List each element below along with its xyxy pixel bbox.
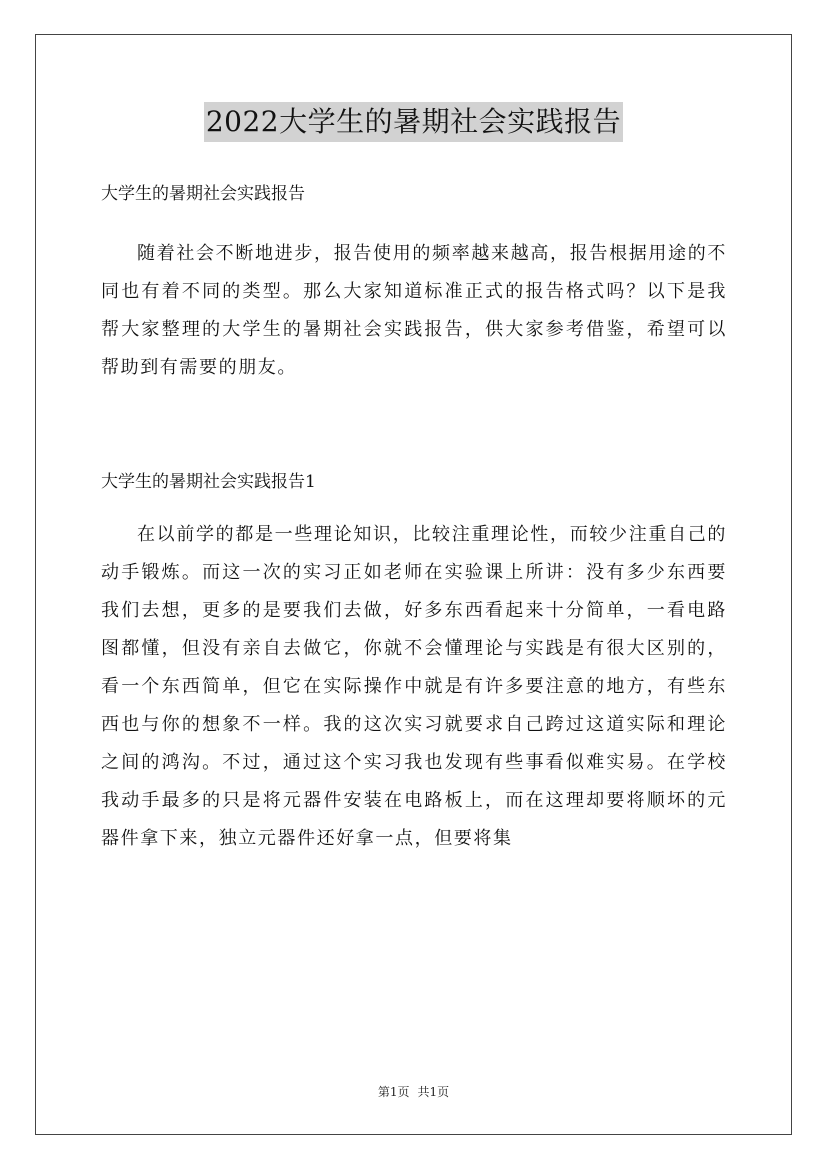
page-number: 第1页 bbox=[377, 1085, 410, 1099]
intro-heading: 大学生的暑期社会实践报告 bbox=[101, 184, 305, 204]
section1-paragraph: 在以前学的都是一些理论知识，比较注重理论性，而较少注重自己的动手锻炼。而这一次的实习正如老师在实验课上所讲：没有多少东西要我们去想，更多的是要我们去做，好多东西看起来十分简单，一看电路图都懂，但没有亲自去做它，你就不会懂理论与实践是有很大区别的，看一个东西简单，但它在实际操作中就是有许多要注意的地方，有些东西也与你的想象不一样。我的这次实习就要求自己跨过这道实际和理论之间的鸿沟。不过，通过这个实习我也发现有些事看似难实易。在学校我动手最多的只是将元器件安装在电路板上，而在这理却要将顺坏的元器件拿下来，独立元器件还好拿一点，但要将集 bbox=[101, 524, 727, 849]
total-pages: 共1页 bbox=[417, 1085, 450, 1099]
title-container bbox=[0, 102, 827, 142]
document-title: 2022大学生的暑期社会实践报告 bbox=[204, 102, 623, 142]
section1-heading: 大学生的暑期社会实践报告1 bbox=[101, 472, 316, 492]
document-body bbox=[101, 175, 727, 858]
page-footer bbox=[0, 1084, 827, 1100]
intro-paragraph: 随着社会不断地进步，报告使用的频率越来越高，报告根据用途的不同也有着不同的类型。那么大家知道标准正式的报告格式吗？以下是我帮大家整理的大学生的暑期社会实践报告，供大家参考借鉴，希望可以帮助到有需要的朋友。 bbox=[101, 243, 727, 378]
